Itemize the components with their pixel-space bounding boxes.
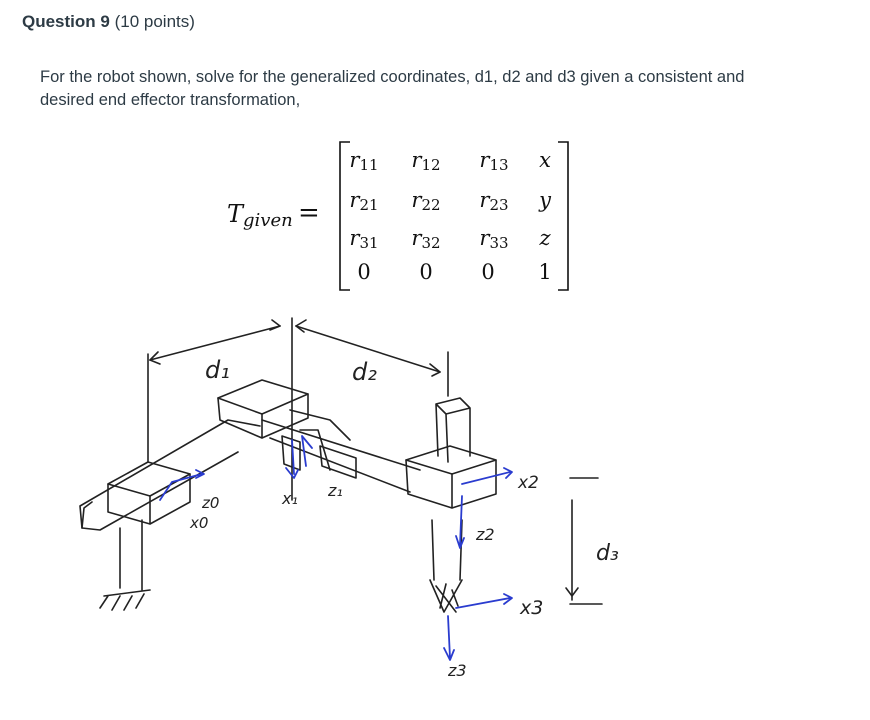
matrix-cell-r13: $r_{13}$ — [479, 148, 509, 174]
matrix-cell-0b: 0 — [419, 260, 433, 284]
question-points: (10 points) — [114, 12, 195, 31]
matrix-cell-r23: $r_{23}$ — [479, 188, 509, 214]
sketch-labels — [189, 356, 619, 680]
label-x0: x0 — [190, 514, 209, 532]
matrix-cell-r31: $r_{31}$ — [349, 226, 379, 252]
matrix-cell-0a: 0 — [357, 260, 371, 284]
matrix-cell-r33: $r_{33}$ — [479, 226, 509, 252]
matrix-cell-x: x — [539, 148, 551, 172]
matrix-cell-z: z — [539, 226, 551, 250]
label-d1: d₁ — [205, 356, 230, 384]
matrix-cell-y: y — [539, 188, 551, 212]
matrix-cell-0c: 0 — [481, 260, 495, 284]
label-z0: z0 — [202, 494, 220, 512]
t-symbol: T — [227, 200, 244, 228]
matrix-cell-r32: $r_{32}$ — [411, 226, 441, 252]
frame-axes — [160, 436, 512, 660]
label-d2: d₂ — [352, 358, 377, 386]
label-z3: z3 — [448, 661, 467, 680]
question-title: Question 9 — [22, 12, 110, 31]
matrix-cell-1: 1 — [538, 260, 552, 284]
matrix-cell-r12: $r_{12}$ — [411, 148, 441, 174]
matrix-cell-r11: $r_{11}$ — [349, 148, 379, 174]
equals-sign: = — [298, 198, 320, 228]
matrix-cell-r22: $r_{22}$ — [411, 188, 441, 214]
label-z1: z₁ — [328, 481, 343, 500]
label-z2: z2 — [476, 525, 495, 544]
label-x3: x3 — [520, 597, 544, 619]
label-x2: x2 — [518, 473, 539, 493]
question-prompt: For the robot shown, solve for the generalized coordinates, d1, d2 and d3 given a consistent and desired end effector transformation, — [40, 68, 745, 109]
t-subscript: given — [243, 210, 293, 231]
label-x1: x₁ — [282, 489, 298, 508]
matrix-cell-r21: $r_{21}$ — [349, 188, 379, 214]
label-d3: d₃ — [596, 541, 619, 566]
robot-body — [80, 318, 602, 612]
